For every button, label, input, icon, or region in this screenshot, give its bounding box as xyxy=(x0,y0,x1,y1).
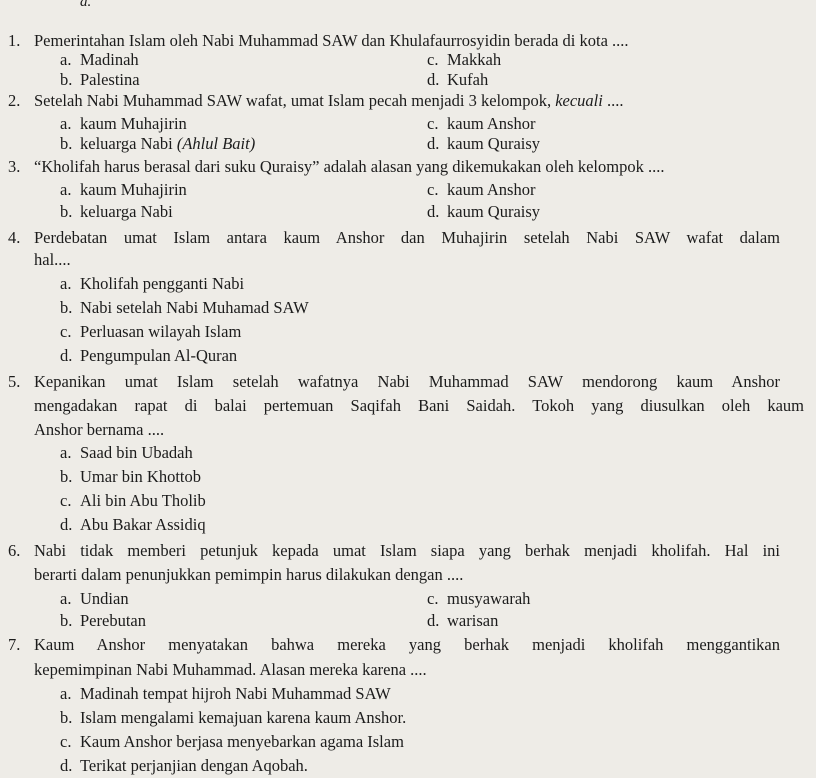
option-6d: d. warisan xyxy=(427,611,499,630)
option-4a: a. Kholifah pengganti Nabi xyxy=(60,274,245,293)
option-5d: d. Abu Bakar Assidiq xyxy=(60,515,206,534)
question-7-cont: kepemimpinan Nabi Muhammad. Alasan mereka karena .... xyxy=(34,660,427,679)
question-4-cont: hal.... xyxy=(34,250,71,269)
option-1d: d. Kufah xyxy=(427,70,489,89)
question-4: 4. Perdebatan umat Islam antara kaum Anshor dan Muhajirin setelah Nabi SAW wafat dalam xyxy=(8,228,780,247)
option-5b: b. Umar bin Khottob xyxy=(60,467,201,486)
option-2d: d. kaum Quraisy xyxy=(427,134,541,153)
option-7b: b. Islam mengalami kemajuan karena kaum Anshor. xyxy=(60,708,407,727)
option-6c: c. musyawarah xyxy=(427,589,531,608)
option-1c: c. Makkah xyxy=(427,50,502,69)
question-6-cont: berarti dalam penunjukkan pemimpin harus dilakukan dengan .... xyxy=(34,565,464,584)
option-3a: a. kaum Muhajirin xyxy=(60,180,187,199)
question-5-cont-2: Anshor bernama .... xyxy=(34,420,165,439)
option-2c: c. kaum Anshor xyxy=(427,114,536,133)
question-6: 6. Nabi tidak memberi petunjuk kepada umat Islam siapa yang berhak menjadi kholifah. Hal ini xyxy=(8,541,780,560)
option-3d: d. kaum Quraisy xyxy=(427,202,541,221)
option-6b: b. Perebutan xyxy=(60,611,146,630)
option-3b: b. keluarga Nabi xyxy=(60,202,173,221)
question-2: 2. Setelah Nabi Muhammad SAW wafat, umat Islam pecah menjadi 3 kelompok, kecuali .... xyxy=(8,91,624,110)
option-2b: b. keluarga Nabi (Ahlul Bait) xyxy=(60,134,256,153)
question-text: Pemerintahan Islam oleh Nabi Muhammad SAW dan Khulafaurrosyidin berada di kota .... xyxy=(34,31,629,50)
option-1b: b. Palestina xyxy=(60,70,140,89)
option-5a: a. Saad bin Ubadah xyxy=(60,443,193,462)
option-4d: d. Pengumpulan Al-Quran xyxy=(60,346,238,365)
question-number: 1. xyxy=(8,31,21,50)
option-5c: c. Ali bin Abu Tholib xyxy=(60,491,206,510)
option-3c: c. kaum Anshor xyxy=(427,180,536,199)
question-7: 7. Kaum Anshor menyatakan bahwa mereka yang berhak menjadi kholifah menggantikan xyxy=(8,635,780,654)
option-2a: a. kaum Muhajirin xyxy=(60,114,187,133)
top-fragment: a. xyxy=(80,0,92,10)
question-1 xyxy=(8,31,629,51)
option-4c: c. Perluasan wilayah Islam xyxy=(60,322,242,341)
option-7d: d. Terikat perjanjian dengan Aqobah. xyxy=(60,756,308,775)
option-4b: b. Nabi setelah Nabi Muhamad SAW xyxy=(60,298,309,317)
question-3: 3. “Kholifah harus berasal dari suku Quraisy” adalah alasan yang dikemukakan oleh kelompok .... xyxy=(8,157,665,176)
option-1a: a. Madinah xyxy=(60,50,139,69)
option-6a: a. Undian xyxy=(60,589,129,608)
option-7a: a. Madinah tempat hijroh Nabi Muhammad SAW xyxy=(60,684,391,703)
question-5-cont-1: mengadakan rapat di balai pertemuan Saqifah Bani Saidah. Tokoh yang diusulkan oleh kaum xyxy=(34,396,804,415)
question-5: 5. Kepanikan umat Islam setelah wafatnya Nabi Muhammad SAW mendorong kaum Anshor xyxy=(8,372,780,391)
option-7c: c. Kaum Anshor berjasa menyebarkan agama Islam xyxy=(60,732,404,751)
